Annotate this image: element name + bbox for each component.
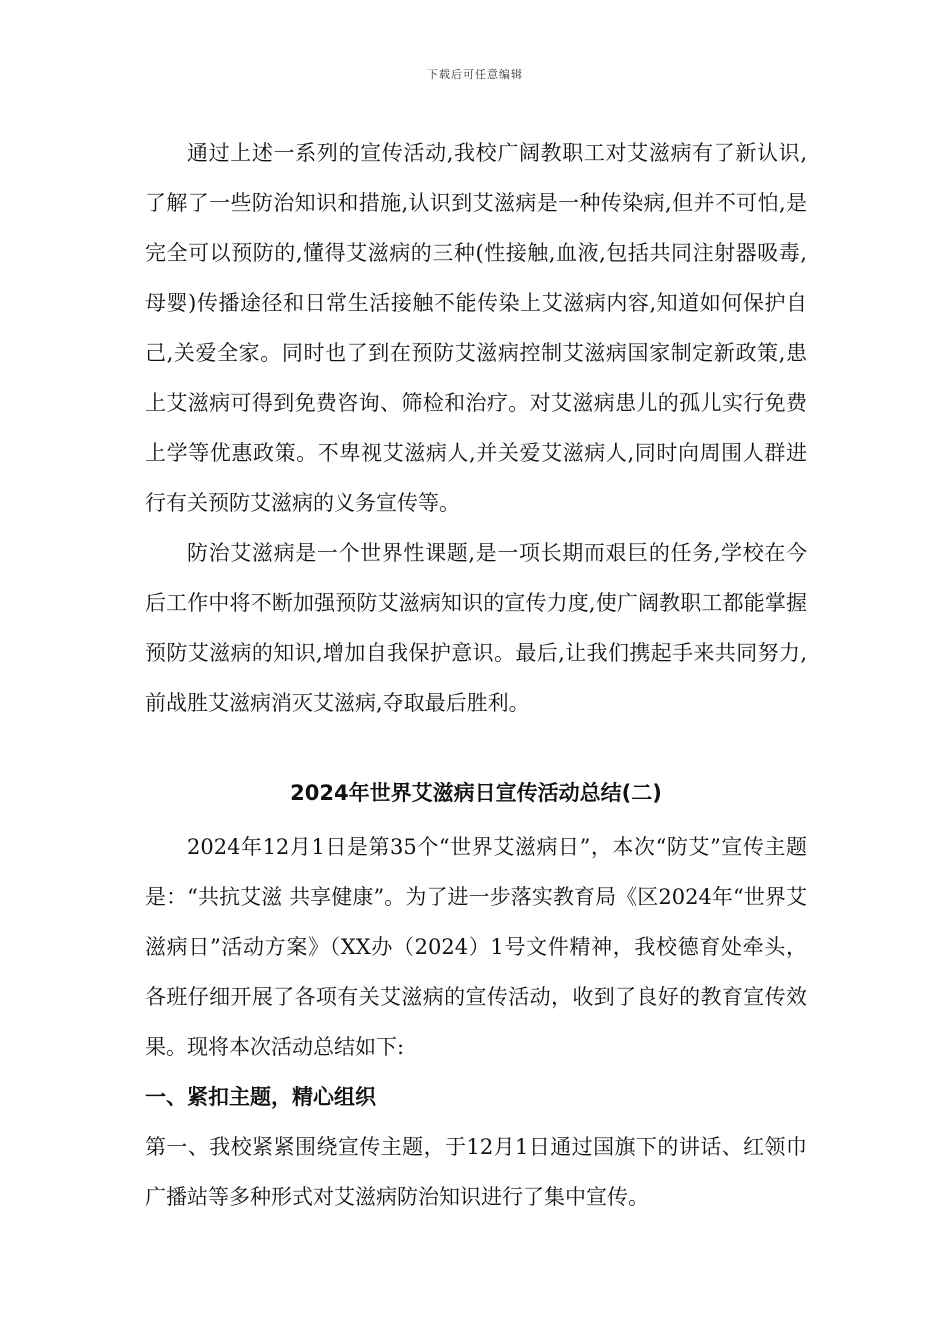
paragraph-awareness: 通过上述一系列的宣传活动,我校广阔教职工对艾滋病有了新认识,了解了一些防治知识和措施,认识到艾滋病是一种传染病,但并不可怕,是完全可以预防的,懂得艾滋病的三种(性接触,血液,包括共同注射器吸毒,母婴)传播途径和日常生活接触不能传染上艾滋病内容,知道如何保护自己,关爱全家。同时也了到在预防艾滋病控制艾滋病国家制定新政策,患上艾滋病可得到免费咨询、筛检和治疗。对艾滋病患儿的孤儿实行免费上学等优惠政策。不卑视艾滋病人,并关爱艾滋病人,同时向周围人群进行有关预防艾滋病的义务宣传等。 [145, 141, 807, 515]
paragraph-world-aids-day: 2024年12月1日是第35个“世界艾滋病日”，本次“防艾”宣传主题是：“共抗艾滋 共享健康”。为了进一步落实教育局《区2024年“世界艾滋病日”活动方案》（XX办（2024）1号文件精神，我校德育处牵头，各班仔细开展了各项有关艾滋病的宣传活动，收到了良好的教育宣传效果。现将本次活动总结如下: [145, 835, 807, 1059]
paragraph-long-term-task: 防治艾滋病是一个世界性课题,是一项长期而艰巨的任务,学校在今后工作中将不断加强预防艾滋病知识的宣传力度,使广阔教职工都能掌握预防艾滋病的知识,增加自我保护意识。最后,让我们携起手来共同努力,前战胜艾滋病消灭艾滋病,夺取最后胜利。 [145, 541, 807, 715]
download-note: 下载后可任意编辑 [427, 68, 523, 81]
sub-heading-theme: 一、紧扣主题，精心组织 [145, 1085, 376, 1109]
section-title: 2024年世界艾滋病日宣传活动总结(二) [290, 781, 662, 805]
document-body [145, 128, 807, 1222]
paragraph-first-item: 第一、我校紧紧围绕宣传主题，于12月1日通过国旗下的讲话、红领巾广播站等多种形式对艾滋病防治知识进行了集中宣传。 [145, 1135, 807, 1209]
